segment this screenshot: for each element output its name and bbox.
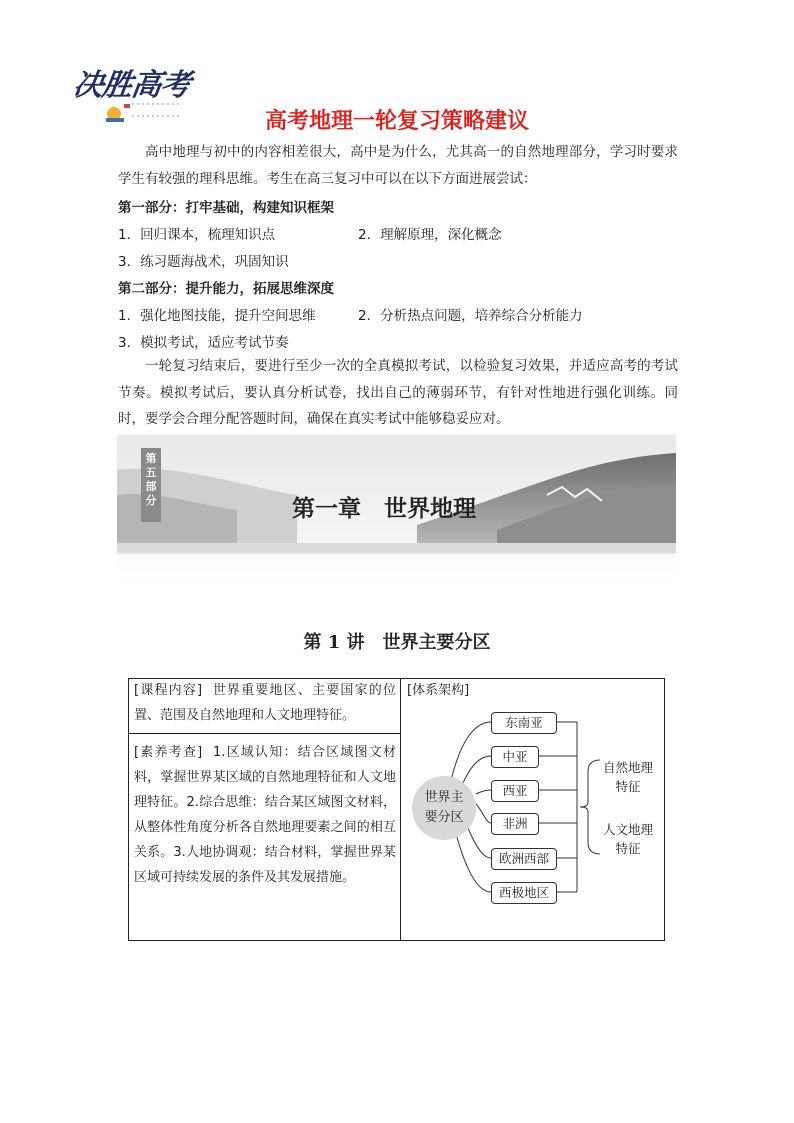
- region-node: 西亚: [491, 780, 539, 802]
- part-tag: [141, 448, 161, 522]
- logo-text: 决胜高考: [71, 68, 192, 103]
- region-node: 东南亚: [491, 712, 557, 734]
- feature-label-natural: 自然地理特征: [602, 760, 653, 794]
- part1-heading: 第一部分：打牢基础，构建知识框架: [118, 200, 334, 216]
- chapter-title: 第一章 世界地理: [292, 495, 476, 522]
- part1-item-1: 1．回归课本，梳理知识点: [118, 227, 276, 243]
- literacy-cell: [134, 740, 396, 890]
- course-content-cell: [134, 678, 396, 728]
- page-title: 高考地理一轮复习策略建议: [264, 109, 529, 134]
- part2-item-1: 1．强化地图技能，提升空间思维: [118, 308, 316, 324]
- part-tag-char: 第: [145, 452, 157, 465]
- framework-center-text: 世界主要分区: [424, 790, 464, 825]
- part-tag-char: 分: [145, 494, 157, 507]
- literacy-label: [素养考查]: [134, 745, 203, 760]
- intro-paragraph: 高中地理与初中的内容相差很大，高中是为什么，尤其高一的自然地理部分，学习时要求学生有较强的理科思维。考生在高三复习中可以在以下方面进展尝试：: [118, 144, 678, 187]
- part2-item-2: 2．分析热点问题，培养综合分析能力: [358, 308, 583, 324]
- part1-item-3: 3．练习题海战术，巩固知识: [118, 254, 289, 270]
- part2-item-3: 3．模拟考试，适应考试节奏: [118, 335, 289, 351]
- part1-item-2: 2．理解原理，深化概念: [358, 227, 502, 243]
- region-node: 中亚: [491, 746, 539, 768]
- course-content-label: [课程内容]: [134, 683, 203, 698]
- literacy-text: 1.区域认知：结合区域图文材料，掌握世界某区域的自然地理特征和人文地理特征。2.综合思维：结合某区域图文材料，从整体性角度分析各自然地理要素之间的相互关系。3.人地协调观：结合材料，掌握世界某区域可持续发展的条件及其发展措施。: [134, 745, 397, 885]
- part-tag-char: 五: [145, 466, 157, 479]
- region-node: 欧洲西部: [491, 848, 557, 870]
- course-content-text: 世界重要地区、主要国家的位置、范围及自然地理和人文地理特征。: [134, 683, 396, 723]
- framework-center-node: [412, 776, 476, 840]
- table-divider: [128, 733, 401, 734]
- lecture-title: 第 1 讲 世界主要分区: [303, 632, 491, 653]
- closing-paragraph: 一轮复习结束后，要进行至少一次的全真模拟考试，以检验复习效果，并适应高考的考试节奏。模拟考试后，要认真分析试卷，找出自己的薄弱环节，有针对性地进行强化训练。同时，要学会合理分配答题时间，确保在真实考试中能够稳妥应对。: [118, 358, 678, 428]
- region-node: 西极地区: [491, 882, 557, 904]
- part2-heading: 第二部分：提升能力，拓展思维深度: [118, 281, 334, 297]
- part-tag-char: 部: [145, 480, 157, 493]
- feature-label-human: 人文地理特征: [602, 822, 653, 856]
- region-node: 非洲: [491, 813, 539, 835]
- framework-label: [体系架构]: [407, 683, 470, 698]
